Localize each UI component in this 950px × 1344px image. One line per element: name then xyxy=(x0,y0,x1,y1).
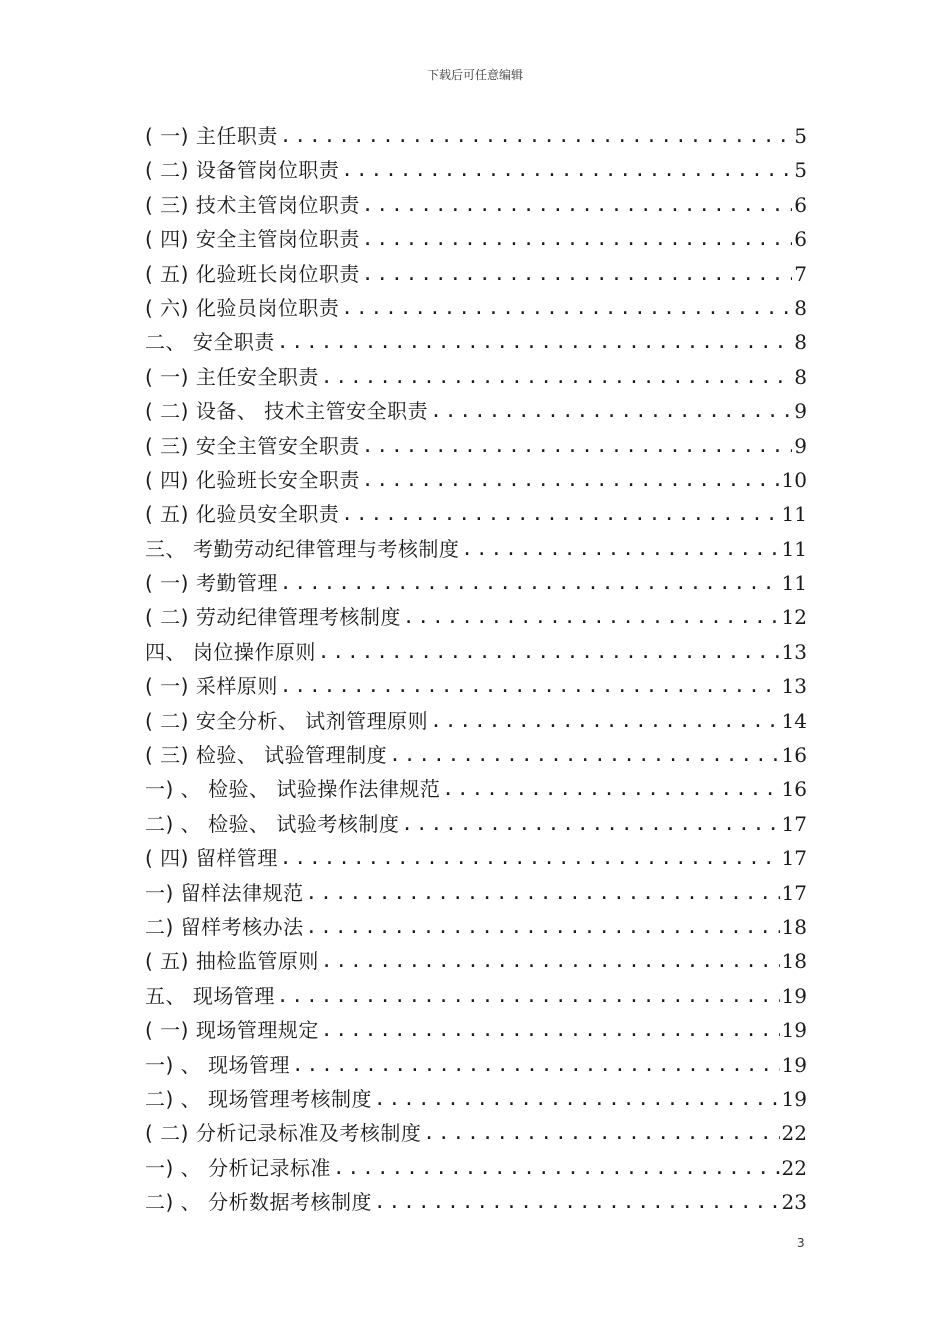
toc-entry-title: ( 二) 分析记录标准及考核制度 xyxy=(145,1121,422,1146)
toc-dot-leader xyxy=(277,979,780,1013)
toc-entry[interactable] xyxy=(145,738,807,772)
toc-entry-title: 二) 留样考核办法 xyxy=(145,914,304,939)
toc-entry-page: 22 xyxy=(781,1155,807,1180)
toc-entry[interactable] xyxy=(145,772,807,806)
toc-entry[interactable] xyxy=(145,360,807,394)
toc-entry[interactable] xyxy=(145,497,807,531)
toc-entry-title: ( 二) 安全分析、 试剂管理原则 xyxy=(145,708,429,733)
toc-entry-page: 12 xyxy=(781,605,807,630)
toc-entry[interactable] xyxy=(145,222,807,256)
toc-entry-page: 8 xyxy=(794,295,807,320)
toc-entry-title: 二、 安全职责 xyxy=(145,330,275,355)
toc-dot-leader xyxy=(423,1116,779,1150)
toc-dot-leader xyxy=(389,738,779,772)
toc-dot-leader xyxy=(292,1048,780,1082)
table-of-contents xyxy=(145,119,807,1220)
toc-dot-leader xyxy=(341,153,792,187)
toc-entry[interactable] xyxy=(145,566,807,600)
toc-entry[interactable] xyxy=(145,944,807,978)
toc-entry-page: 13 xyxy=(781,639,807,664)
toc-dot-leader xyxy=(280,841,780,875)
toc-entry-title: ( 二) 设备管岗位职责 xyxy=(145,158,340,183)
toc-entry[interactable] xyxy=(145,1082,807,1116)
toc-dot-leader xyxy=(280,669,780,703)
toc-entry[interactable] xyxy=(145,153,807,187)
toc-entry-title: 二) 、 分析数据考核制度 xyxy=(145,1190,373,1215)
toc-dot-leader xyxy=(374,1082,780,1116)
toc-entry-title: ( 六) 化验员岗位职责 xyxy=(145,295,340,320)
toc-entry-page: 11 xyxy=(781,571,807,596)
toc-entry-page: 9 xyxy=(794,433,807,458)
toc-entry[interactable] xyxy=(145,532,807,566)
toc-dot-leader xyxy=(306,876,780,910)
toc-entry[interactable] xyxy=(145,1185,807,1219)
toc-entry-page: 22 xyxy=(781,1121,807,1146)
toc-entry-page: 17 xyxy=(781,811,807,836)
page-header: 下载后可任意编辑 xyxy=(426,68,523,82)
toc-entry-title: 三、 考勤劳动纪律管理与考核制度 xyxy=(145,536,460,561)
toc-entry[interactable] xyxy=(145,876,807,910)
toc-dot-leader xyxy=(461,532,779,566)
toc-entry-title: ( 四) 安全主管岗位职责 xyxy=(145,227,360,252)
toc-entry-title: ( 一) 现场管理规定 xyxy=(145,1018,319,1043)
toc-entry[interactable] xyxy=(145,394,807,428)
toc-dot-leader xyxy=(430,704,779,738)
toc-entry-title: ( 四) 留样管理 xyxy=(145,846,278,871)
toc-entry-page: 19 xyxy=(781,983,807,1008)
toc-entry-page: 16 xyxy=(781,777,807,802)
toc-entry-title: 一) 、 现场管理 xyxy=(145,1052,291,1077)
toc-entry-page: 6 xyxy=(794,227,807,252)
toc-entry-title: ( 一) 采样原则 xyxy=(145,674,278,699)
toc-entry-page: 23 xyxy=(781,1190,807,1215)
toc-entry[interactable] xyxy=(145,807,807,841)
toc-dot-leader xyxy=(442,772,779,806)
toc-entry-page: 17 xyxy=(781,880,807,905)
toc-entry-page: 5 xyxy=(794,123,807,148)
toc-entry[interactable] xyxy=(145,979,807,1013)
toc-entry-title: 一) 、 检验、 试验操作法律规范 xyxy=(145,777,441,802)
toc-entry-page: 8 xyxy=(794,330,807,355)
toc-entry-title: ( 三) 检验、 试验管理制度 xyxy=(145,743,388,768)
toc-entry[interactable] xyxy=(145,1151,807,1185)
toc-dot-leader xyxy=(362,257,792,291)
toc-dot-leader xyxy=(341,497,779,531)
toc-entry-title: ( 二) 劳动纪律管理考核制度 xyxy=(145,605,401,630)
toc-entry[interactable] xyxy=(145,463,807,497)
toc-entry-title: 二) 、 检验、 试验考核制度 xyxy=(145,811,400,836)
toc-entry[interactable] xyxy=(145,429,807,463)
toc-dot-leader xyxy=(318,635,780,669)
toc-dot-leader xyxy=(362,188,792,222)
toc-entry-title: ( 三) 技术主管岗位职责 xyxy=(145,192,360,217)
toc-entry-page: 16 xyxy=(781,743,807,768)
toc-entry-title: ( 一) 考勤管理 xyxy=(145,571,278,596)
toc-entry-page: 17 xyxy=(781,846,807,871)
toc-entry-title: ( 一) 主任职责 xyxy=(145,123,278,148)
page-number: 3 xyxy=(797,1236,805,1250)
toc-entry[interactable] xyxy=(145,188,807,222)
toc-dot-leader xyxy=(321,944,780,978)
toc-entry[interactable] xyxy=(145,600,807,634)
toc-entry-page: 14 xyxy=(781,708,807,733)
toc-dot-leader xyxy=(277,325,792,359)
toc-entry[interactable] xyxy=(145,325,807,359)
toc-entry-title: ( 五) 化验员安全职责 xyxy=(145,502,340,527)
toc-dot-leader xyxy=(362,222,792,256)
toc-dot-leader xyxy=(321,1013,780,1047)
toc-entry[interactable] xyxy=(145,704,807,738)
toc-entry-title: 五、 现场管理 xyxy=(145,983,275,1008)
toc-dot-leader xyxy=(401,807,779,841)
toc-dot-leader xyxy=(430,394,792,428)
toc-dot-leader xyxy=(362,429,792,463)
toc-entry[interactable] xyxy=(145,1048,807,1082)
toc-entry-title: 一) 、 分析记录标准 xyxy=(145,1155,332,1180)
toc-dot-leader xyxy=(306,910,780,944)
toc-entry-title: ( 四) 化验班长安全职责 xyxy=(145,467,360,492)
toc-entry-page: 19 xyxy=(781,1018,807,1043)
toc-entry[interactable] xyxy=(145,1013,807,1047)
toc-entry-title: 四、 岗位操作原则 xyxy=(145,639,316,664)
toc-entry-title: ( 五) 抽检监管原则 xyxy=(145,949,319,974)
toc-dot-leader xyxy=(362,463,780,497)
toc-entry-page: 8 xyxy=(794,364,807,389)
toc-entry[interactable] xyxy=(145,910,807,944)
toc-entry-page: 19 xyxy=(781,1086,807,1111)
toc-entry[interactable] xyxy=(145,635,807,669)
toc-entry-page: 10 xyxy=(781,467,807,492)
toc-dot-leader xyxy=(333,1151,780,1185)
toc-entry-page: 18 xyxy=(781,914,807,939)
toc-dot-leader xyxy=(403,600,780,634)
toc-entry-page: 6 xyxy=(794,192,807,217)
toc-dot-leader xyxy=(341,291,792,325)
toc-entry-title: 一) 留样法律规范 xyxy=(145,880,304,905)
toc-entry-title: 二) 、 现场管理考核制度 xyxy=(145,1086,373,1111)
toc-entry-title: ( 二) 设备、 技术主管安全职责 xyxy=(145,399,429,424)
toc-dot-leader xyxy=(374,1185,780,1219)
toc-entry-page: 9 xyxy=(794,399,807,424)
toc-entry-title: ( 三) 安全主管安全职责 xyxy=(145,433,360,458)
toc-entry-page: 18 xyxy=(781,949,807,974)
toc-entry-title: ( 一) 主任安全职责 xyxy=(145,364,319,389)
toc-entry-page: 13 xyxy=(781,674,807,699)
toc-entry-page: 5 xyxy=(794,158,807,183)
toc-entry-title: ( 五) 化验班长岗位职责 xyxy=(145,261,360,286)
toc-entry-page: 19 xyxy=(781,1052,807,1077)
toc-entry[interactable] xyxy=(145,669,807,703)
toc-dot-leader xyxy=(280,566,780,600)
toc-entry-page: 11 xyxy=(781,502,807,527)
toc-entry[interactable] xyxy=(145,1116,807,1150)
toc-entry-page: 7 xyxy=(794,261,807,286)
toc-entry[interactable] xyxy=(145,841,807,875)
toc-entry[interactable] xyxy=(145,119,807,153)
toc-entry[interactable] xyxy=(145,291,807,325)
toc-dot-leader xyxy=(280,119,792,153)
toc-dot-leader xyxy=(321,360,792,394)
toc-entry-page: 11 xyxy=(781,536,807,561)
toc-entry[interactable] xyxy=(145,257,807,291)
